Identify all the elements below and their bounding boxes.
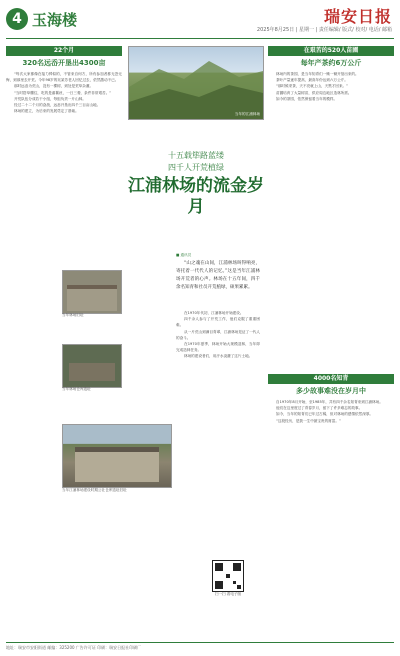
left-paragraph: 开荒队伍分成若干小组，每组负责一片山林。 (14, 96, 86, 101)
right-story (268, 46, 394, 102)
footer-rule (6, 642, 394, 643)
photo1-caption: 当年林场旧址 (62, 313, 84, 317)
mid-paragraph: 在1970年夏季，林场开始大规模造林，当年即完成造林任务。 (176, 342, 260, 353)
right-paragraph: 林场内的茶园，是当年知青们一锄一锄开垦出来的。 (276, 72, 359, 76)
mountain-graphic (129, 47, 263, 119)
page-header (0, 0, 400, 40)
right-kicker: 在艰苦的520人苗圃 (268, 46, 394, 56)
qr-caption: 扫一扫 看电子版 (214, 592, 242, 596)
mid-paragraph: 林场的建设者们，用汗水浇灌了这片土地。 (184, 354, 253, 359)
photo-commune-warehouse (62, 424, 172, 488)
photo3-caption: 当年江浦林场建设时期公社仓库遗址旧址 (62, 488, 127, 492)
qr-icon (213, 561, 243, 591)
issue-meta: 2025年8月25日 | 星期一 | 责任编辑/ 版式/ 校对/ 电话/ 邮箱 (256, 27, 392, 33)
main-title-block (128, 150, 264, 218)
commune-building-graphic (75, 447, 159, 482)
section-title: 玉海楼 (32, 11, 78, 29)
intro-paragraph: “山之魂在山间，江浦林场叫得响亮，寄托着一代代人的记忆。”这是当年江浦林场开荒者的心声。林场在十五年间，四千余名知青和社员开荒植绿，硕果累累。 (176, 261, 260, 291)
main-subtitle-1: 十五载筚路蓝缕 (168, 151, 224, 160)
newspaper-logo: 瑞安日报 (323, 7, 392, 26)
left-paragraph: 那时远岙为荒山，没有一棵树，到处是荒草杂灌。 (14, 84, 94, 89)
hero-photo (128, 46, 264, 120)
right-body-2 (268, 399, 394, 424)
left-paragraph: 经过二十二个月的奋战，远岙开垦出四千三百亩山地。 (14, 103, 101, 108)
photo-old-building (62, 270, 122, 314)
photo2-caption: 当年林场仓库遗址 (62, 387, 91, 391)
header-rule (6, 38, 394, 39)
photo-warehouse (62, 344, 122, 388)
right-paragraph-2: 如今，当年的知青们已年过古稀，但对林场的感情依然深厚。 (276, 412, 374, 417)
left-paragraph: 林场的建立，为后来的发展奠定了基础。 (14, 109, 79, 114)
footer-info: 地址：瑞安市安阳街道 邮编：325200 广告许可证 印刷：瑞安日报社印刷厂 (6, 645, 142, 650)
left-kicker: 22个月 (6, 46, 122, 56)
right-body (268, 71, 394, 102)
left-headline: 320名远岙开垦出4300亩 (22, 59, 106, 67)
right-paragraph: 如今的茶园，依然保留着当年的模样。 (276, 96, 338, 101)
page-number-badge: 4 (6, 8, 28, 30)
main-intro (176, 252, 260, 292)
right-headline: 每年产茶约6万公斤 (300, 59, 362, 67)
mid-paragraph: 四千余人参与了开荒工作，他们克服了重重困难。 (176, 317, 260, 328)
mid-paragraph: 在1970年代初，江浦林场开始建设。 (184, 311, 244, 315)
main-subtitle-2: 四千人开荒植绿 (168, 163, 224, 172)
right-paragraph-2: “这段经历，是我一生中最宝贵的财富。” (276, 418, 341, 423)
left-lead-paragraph: “每次大家都像在接力棒似的，不管来自何方，所有参加者都无怨无悔，到那里去开荒。今年98岁的吴某芳老人回忆过去，依然激动不已。 (6, 72, 122, 83)
warehouse-graphic (69, 363, 115, 381)
left-paragraph: “当时搭草棚住，吃的是番薯丝，一日三餐，条件非常艰苦。” (14, 90, 112, 95)
right-kicker-2: 4000名知青 (268, 374, 394, 384)
right-paragraph: 苗圃培育了大量树苗，供应周边地区造林所需。 (276, 90, 352, 95)
qr-code[interactable] (212, 560, 244, 592)
mid-body (176, 310, 260, 360)
left-story (6, 46, 122, 114)
building-graphic (67, 285, 117, 311)
hero-photo-caption: 当年的江浦林场 (234, 112, 260, 116)
right-paragraph: “那时候采茶，天不亮就上山，天黑才回来。” (276, 84, 349, 89)
byline: ■ 通讯员 (176, 253, 192, 257)
left-body (6, 71, 122, 114)
main-headline: 江浦林场的流金岁月 (128, 176, 264, 217)
right-paragraph: 茶叶产量逐年提高，最高年份达到六万公斤。 (276, 78, 348, 83)
right-paragraph-2: 他们在这里度过了青春岁月，留下了许多难忘的故事。 (276, 406, 363, 411)
right-headline-2: 多少故事难没在岁月中 (296, 387, 366, 395)
right-story-2 (268, 374, 394, 424)
mid-paragraph: 从一片荒山到满目青翠，江浦林场见证了一代人的奋斗。 (176, 329, 260, 340)
right-paragraph-2: 自1970年8月开始，至1985年，共有四千余名知青来到江浦林场。 (276, 400, 383, 404)
